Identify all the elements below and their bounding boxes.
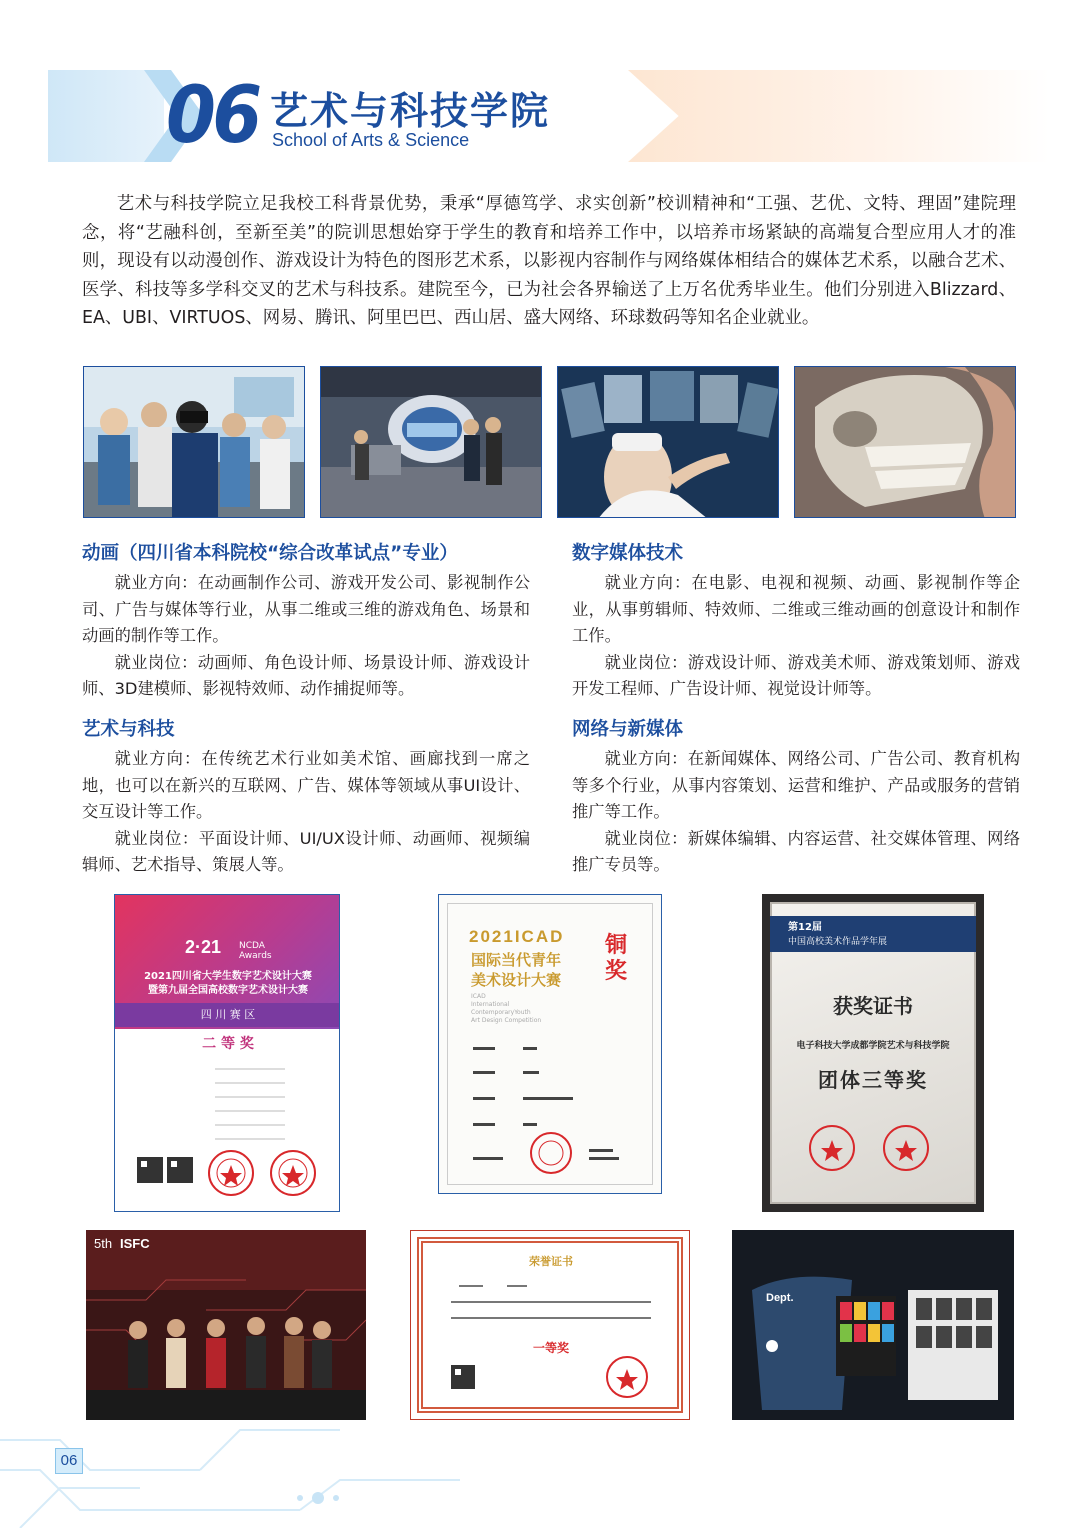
cert-ncda-body-icon [115, 1055, 340, 1212]
page-subtitle: School of Arts & Science [272, 130, 470, 150]
photo-vr-lab [320, 366, 542, 518]
cert-icad-en2: International [471, 1001, 510, 1008]
photo-skull-model [794, 366, 1016, 518]
major-title: 艺术与科技 [82, 719, 175, 740]
major-positions: 就业岗位：动画师、角色设计师、场景设计师、游戏设计师、3D建模师、影视特效师、动作捕捉师等。 [82, 652, 530, 698]
page-title: 艺术与科技学院 [270, 89, 551, 133]
major-positions: 就业岗位：新媒体编辑、内容运营、社交媒体管理、网络推广专员等。 [572, 828, 1020, 874]
cert-icad-body-icon [439, 1035, 662, 1194]
cert-icad-title: 2021ICAD [469, 927, 565, 946]
major-positions: 就业岗位：游戏设计师、游戏美术师、游戏策划师、游戏开发工程师、广告设计师、视觉设计师等。 [572, 652, 1020, 698]
major-title: 数字媒体技术 [572, 543, 684, 564]
cert-ncda-award: 二 等 奖 [202, 1036, 254, 1052]
cert-icad-sub1: 国际当代青年 [471, 951, 562, 969]
major-direction: 就业方向：在新闻媒体、网络公司、广告公司、教育机构等多个行业，从事内容策划、运营和维护、产品或服务的营销推广等工作。 [572, 749, 1020, 821]
major-art-technology [82, 716, 530, 879]
photo-vr-students [83, 366, 305, 518]
major-direction: 就业方向：在动画制作公司、游戏开发公司、影视制作公司、广告与媒体等行业，从事二维或三维的游戏角色、场景和动画的制作等工作。 [82, 573, 530, 645]
cert-ncda-line2: 暨第九届全国高校数字艺术设计大赛 [148, 985, 308, 996]
major-new-media [572, 716, 1020, 879]
major-positions: 就业岗位：平面设计师、UI/UX设计师、动画师、视频编辑师、艺术指导、策展人等。 [82, 828, 530, 874]
cert-plaque-org: 中国高校美术作品学年展 [788, 937, 888, 947]
cert-plaque [762, 894, 984, 1212]
cert-icad-award: 铜奖 [605, 933, 628, 984]
cert-icad [438, 894, 662, 1194]
exhibit-sign: Dept. [766, 1292, 794, 1304]
isfc-badge: 5th [94, 1236, 113, 1251]
photo-exhibition [732, 1230, 1014, 1420]
cert-ncda-region: 四 川 赛 区 [115, 1003, 340, 1027]
header-banner [48, 70, 1050, 162]
cert-honor-title: 荣誉证书 [529, 1255, 573, 1268]
major-digital-media [572, 540, 1020, 703]
photo-vr-headset [557, 366, 779, 518]
major-title: 网络与新媒体 [572, 719, 684, 740]
cert-plaque-seal-icon [762, 1114, 984, 1212]
banner-left-shape [48, 70, 164, 162]
cert-plaque-school: 电子科技大学成都学院艺术与科技学院 [796, 1041, 950, 1051]
major-direction: 就业方向：在传统艺术行业如美术馆、画廊找到一席之地，也可以在新兴的互联网、广告、媒体等领域从事UI设计、交互设计等工作。 [82, 749, 530, 821]
cert-icad-en4: Art Design Competition [471, 1017, 542, 1024]
cert-icad-en1: ICAD [471, 993, 486, 1000]
cert-ncda-year: 2·21 [185, 937, 222, 957]
cert-ncda-line1: 2021四川省大学生数字艺术设计大赛 [144, 971, 312, 982]
cert-ncda [114, 894, 340, 1212]
isfc-logo: ISFC [120, 1236, 150, 1251]
cert-honor-award: 一等奖 [532, 1341, 569, 1355]
cert-plaque-award: 团体三等奖 [818, 1068, 928, 1092]
major-title: 动画（四川省本科院校“综合改革试点”专业） [82, 543, 458, 564]
circuit-decoration-icon [0, 1380, 560, 1528]
major-animation [82, 540, 530, 703]
intro-paragraph: 艺术与科技学院立足我校工科背景优势，秉承“厚德笃学、求实创新”校训精神和“工强、艺优、文特、理固”建院理念，将“艺融科创，至新至美”的院训思想始穿于学生的教育和培养工作中，以培养市场紧缺的高端复合型应用人才的准则，现设有以动漫创作、游戏设计为特色的图形艺术系，以影视内容制作与网络媒体相结合的媒体艺术系，以融合艺术、医学、科技等多学科交叉的艺术与科技系。建院至今，已为社会各界输送了上万名优秀毕业生。他们分别进入Blizzard、EA、UBI、VIRTUOS、网易、腾讯、阿里巴巴、西山居、盛大网络、环球数码等知名企业就业。 [82, 194, 1016, 329]
major-direction: 就业方向：在电影、电视和视频、动画、影视制作等企业，从事剪辑师、特效师、二维或三维动画的创意设计和制作工作。 [572, 573, 1020, 645]
cert-icad-sub2: 美术设计大赛 [471, 971, 562, 989]
cert-plaque-head: 第12届 [788, 922, 822, 933]
cert-ncda-brand: NCDA Awards [239, 941, 272, 961]
cert-icad-en3: ContemporaryYouth [471, 1009, 531, 1016]
section-number: 06 [166, 71, 259, 161]
banner-right-shape [628, 70, 1050, 162]
cert-plaque-title: 获奖证书 [833, 994, 913, 1018]
page-number: 06 [55, 1448, 83, 1474]
